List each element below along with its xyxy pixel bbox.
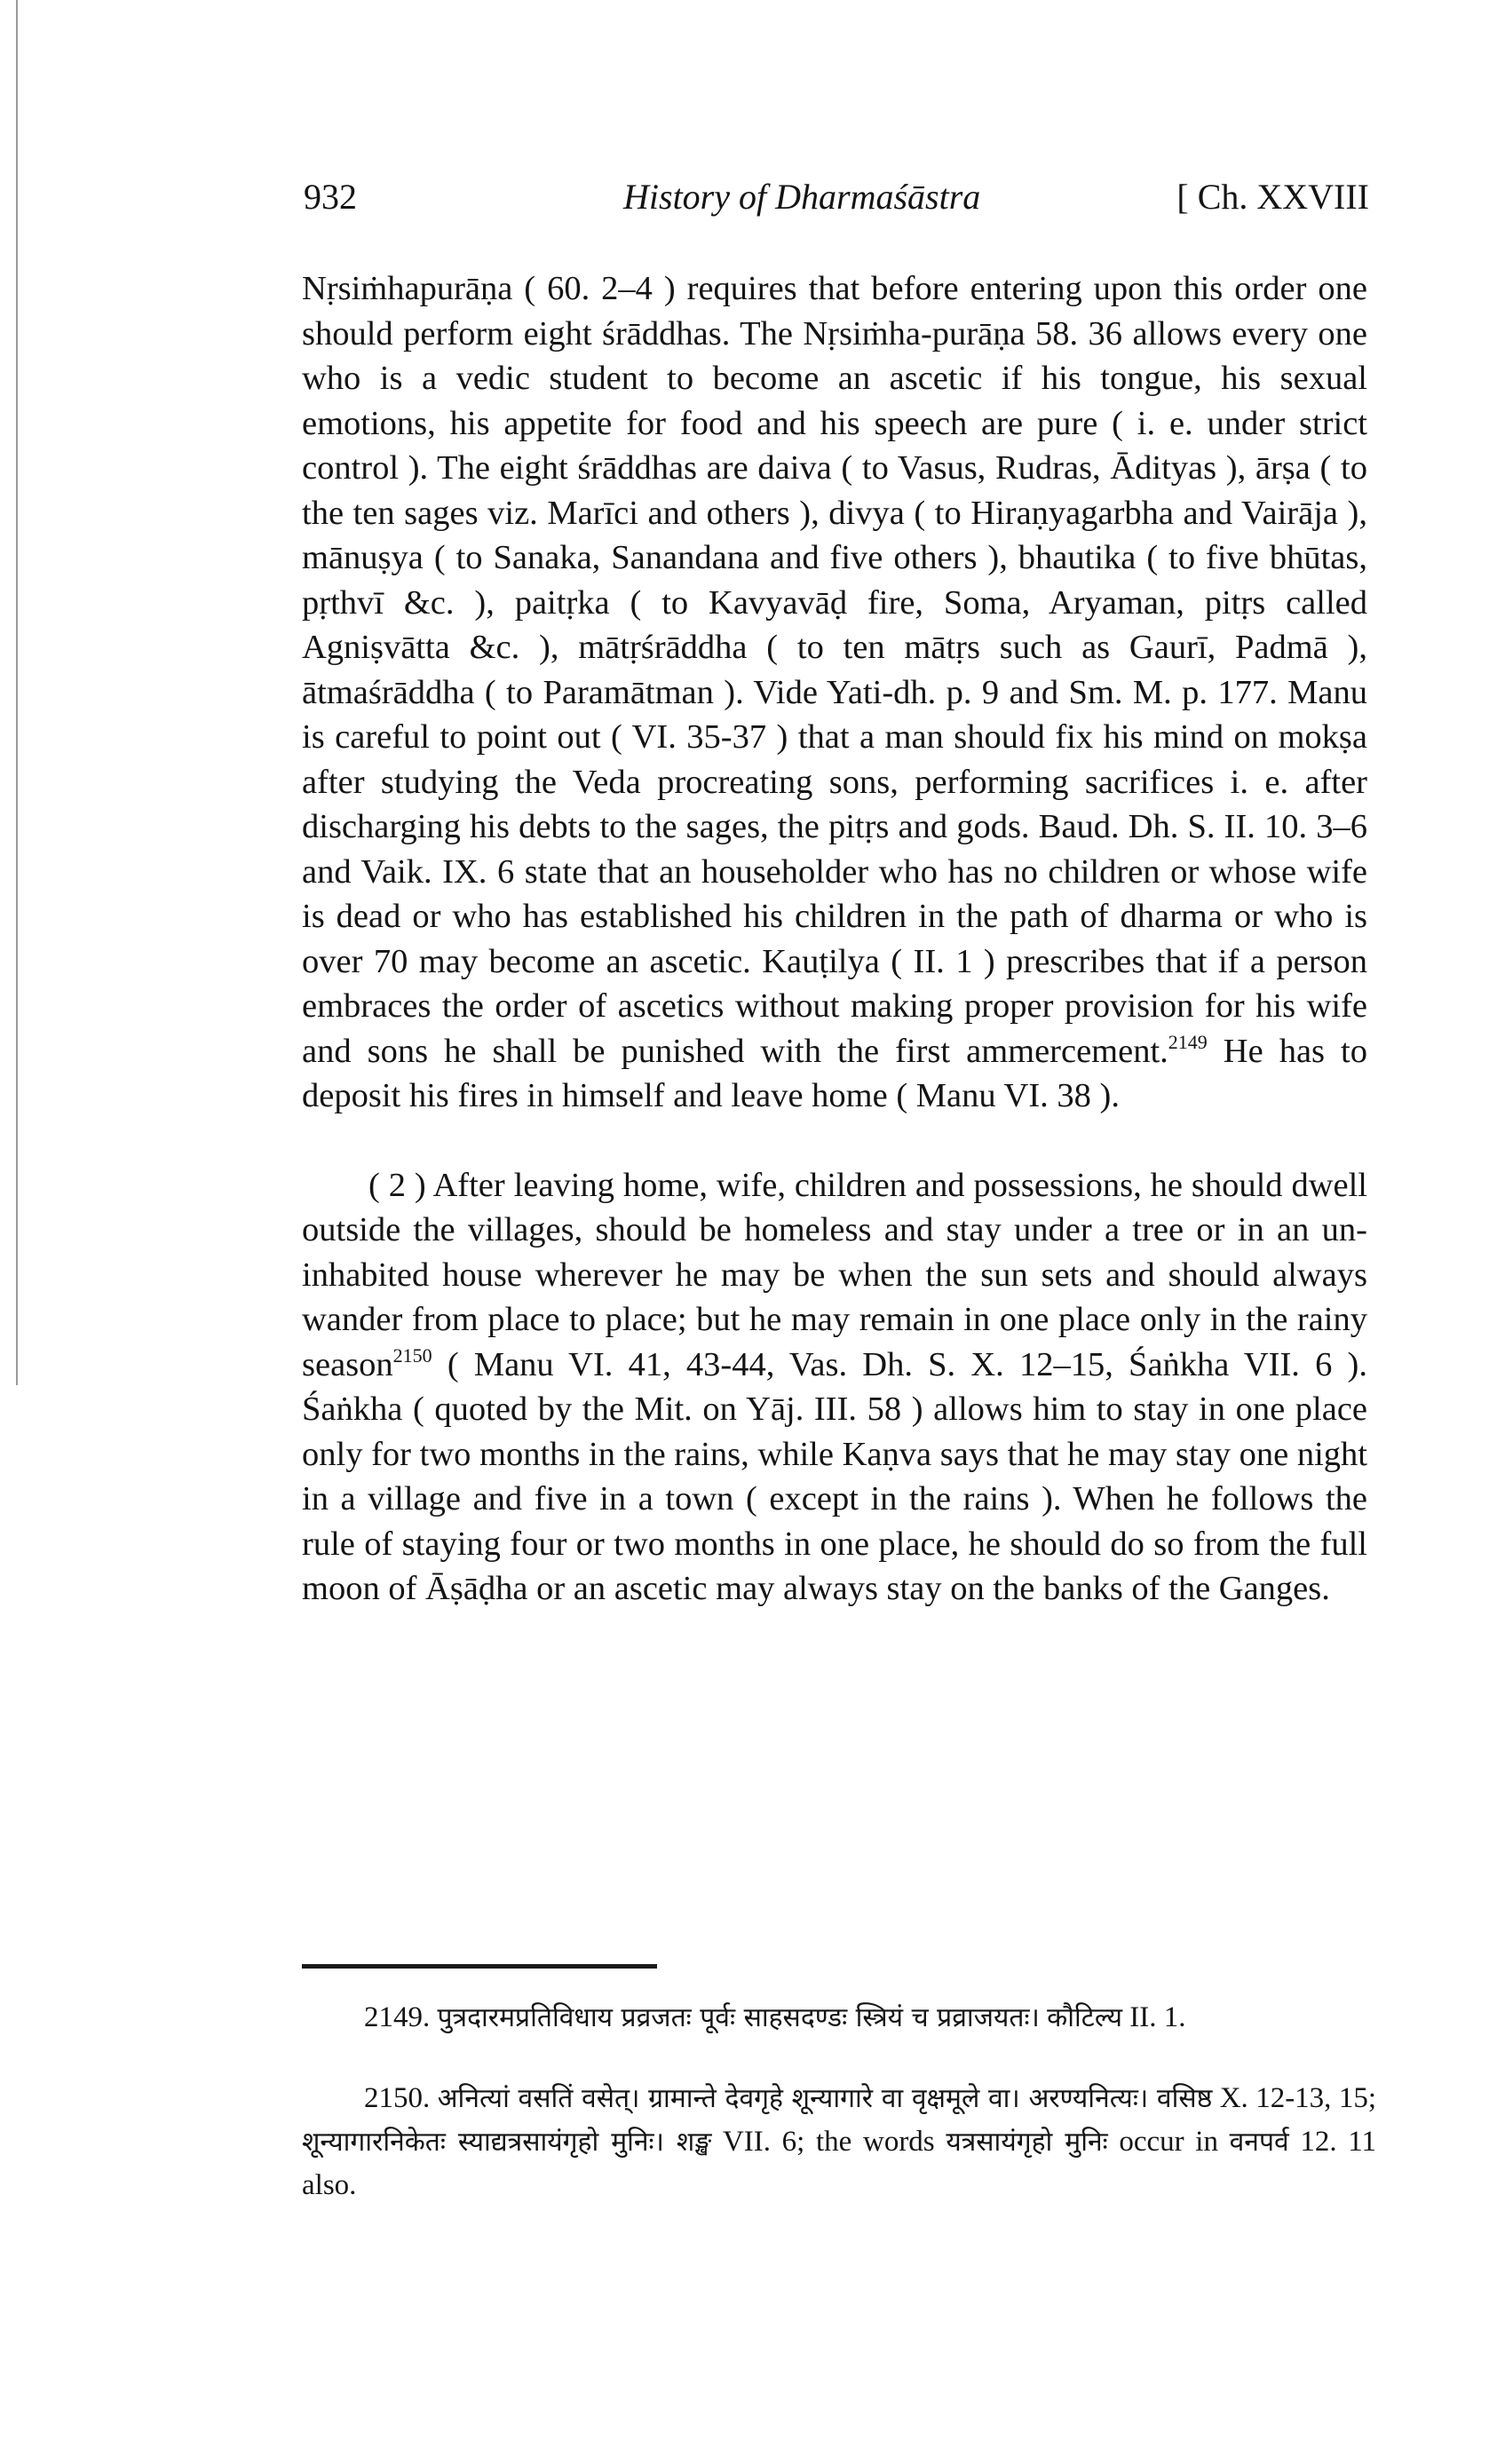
paragraph-1 [302, 266, 1367, 1119]
footnote-2150-sanskrit-1: अनित्यां वसतिं वसेत्। ग्रामान्ते देवगृहे शून्यागारे वा वृक्षमूले वा। अरण्यनित्यः। वसिष्ठ [437, 2083, 1213, 2114]
footnote-2150-ref-2: VII. 6; [722, 2126, 805, 2158]
footnote-2150-text-2: occur in [1119, 2126, 1218, 2158]
footnote-2150-ref-1: X. 12-13, 15; [1219, 2082, 1376, 2114]
footnote-2149-source-ref: II. 1. [1129, 2001, 1186, 2033]
footnote-2149 [302, 1996, 1376, 2040]
paragraph-1-text-b: He has to deposit his fires in himself and leave home ( Manu VI. 38 ). [302, 1032, 1367, 1114]
footnotes [302, 1996, 1376, 2207]
paragraph-2-text-a: ( 2 ) After leaving home, wife, children and possessions, he should dwell outside the villages, should be homeless and stay under a tree or in an un-inhabited house wherever he may be when the sun sets and should always wander from place to place; but he may remain in one place only in the rainy season [302, 1166, 1367, 1383]
footnote-2150-ref-3: 12. 11 also. [302, 2126, 1377, 2201]
footnote-ref-2149: 2149 [1168, 1030, 1208, 1053]
footnote-2149-number: 2149. [364, 2001, 431, 2033]
chapter-label: [ Ch. XXVIII [1176, 177, 1369, 217]
page-edge-shadow [16, 0, 18, 1385]
paragraph-1-text-a: Nṛsiṁhapurāṇa ( 60. 2–4 ) requires that before entering upon this order one should perform eight śrāddhas. The Nṛsiṁha-purāṇa 58. 36 allows every one who is a vedic student to become an ascetic if his tongue, his sexual emotions, his appetite for food and his speech are pure ( i. e. under strict control ). The eight śrāddhas are daiva ( to Vasus, Rudras, Ādityas ), ārṣa ( to the ten sages viz. Marīci and others ), divya ( to Hiraṇyagarbha and Vairāja ), mānuṣya ( to Sanaka, Sanandana and five others ), bhautika ( to five bhūtas, pṛthvī &c. ), paitṛka ( to Kavyavāḍ fire, Soma, Aryaman, pitṛs called Agniṣvātta &c. ), mātṛśrāddha ( to ten mātṛs such as Gaurī, Padmā ), ātmaśrāddha ( to Paramātman ). Vide Yati-dh. p. 9 and Sm. M. p. 177. Manu is careful to point out ( VI. 35-37 ) that a man should fix his mind on mokṣa after studying the Veda procreating sons, performing sacrifices i. e. after discharging his debts to the sages, the pitṛs and gods. Baud. Dh. S. II. 10. 3–6 and Vaik. IX. 6 state that an householder who has no children or whose wife is dead or who has established his children in the path of dharma or who is over 70 may become an ascetic. Kauṭilya ( II. 1 ) prescribes that if a person embraces the order of ascetics without making proper provision for his wife and sons he shall be punished with the first ammercement. [302, 270, 1367, 1070]
running-header [304, 176, 1369, 229]
paragraph-2-text-b: ( Manu VI. 41, 43-44, Vas. Dh. S. X. 12–15, Śaṅkha VII. 6 ). Śaṅkha ( quoted by the Mit. on Yāj. III. 58 ) allows him to stay in one place only for two months in the rains, while Kaṇva says that he may stay one night in a village and five in a town ( except in the rains ). When he follows the rule of staying four or two months in one place, he should do so from the full moon of Āṣāḍha or an ascetic may always stay on the banks of the Ganges. [302, 1345, 1367, 1607]
footnote-2150-sanskrit-4: वनपर्व [1229, 2127, 1289, 2158]
footnote-2150-sanskrit-3: यत्रसायंगृहो मुनिः [946, 2127, 1108, 2158]
paragraph-2 [302, 1163, 1367, 1612]
page-number: 932 [304, 177, 357, 217]
footnote-2150-number: 2150. [364, 2082, 431, 2114]
footnote-2149-source: कौटिल्य [1047, 2002, 1122, 2033]
running-title: History of Dharmaśāstra [623, 177, 981, 217]
footnote-2150-text-1: the words [816, 2126, 935, 2158]
footnote-ref-2150: 2150 [392, 1343, 432, 1367]
footnote-2149-sanskrit: पुत्रदारमप्रतिविधाय प्रव्रजतः पूर्वः साहसदण्डः स्त्रियं च प्रव्राजयतः। [437, 2002, 1040, 2033]
main-text [302, 266, 1367, 1612]
footnote-divider [302, 1964, 657, 1969]
footnote-2150 [302, 2077, 1376, 2207]
footnote-2150-sanskrit-2: शून्यागारनिकेतः स्याद्यत्रसायंगृहो मुनिः। शङ्ख [302, 2127, 712, 2158]
